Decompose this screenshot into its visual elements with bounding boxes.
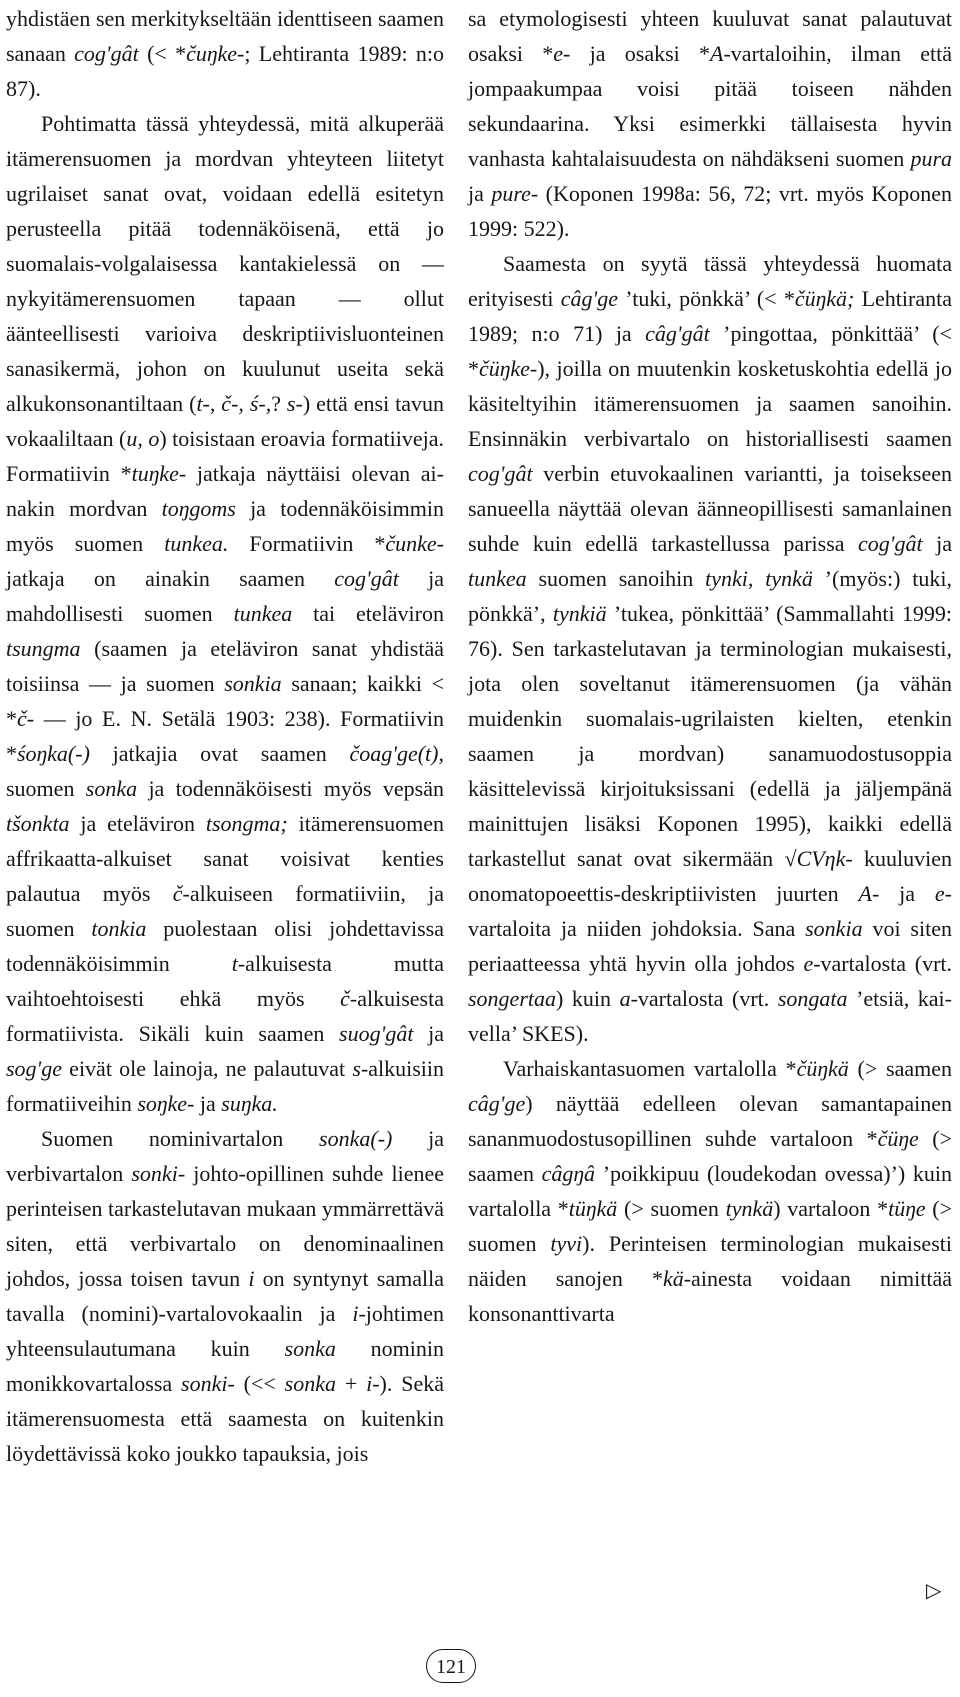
paragraph: Varhaiskantasuomen vartalolla *čüŋkä (> saamen câg'ge) näyttää edelleen olevan samantapainen sananmuodostusopillinen suhde vartaloon *čüŋe (> saamen câgŋâ ’poikkipuu (loudekodan ovessa)’) kuin vartalolla *tüŋkä (> suomen tynkä) vartaloon *tüŋe (> suomen tyvi). Perinteisen terminologian mukaisesti näiden sanojen *kä-ainesta voidaan nimittää konsonanttivarta bbox=[468, 1056, 953, 1326]
right-column bbox=[468, 1, 952, 1331]
paragraph-continued: sa etymologisesti yhteen kuuluvat sanat palautuvat osaksi *e- ja osaksi *A-vartaloihin, ilman että jompaakumpaa voisi pitää toiseen nähden sekundaarina. Yksi esimerkki tällaisesta hyvin vanhasta kahtalaisuudesta on nähdäkseni suomen pura ja pure- (Koponen 1998a: 56, 72; vrt. myös Koponen 1999: 522). bbox=[468, 6, 952, 241]
left-column bbox=[6, 1, 444, 1471]
continuation-arrow-icon: ▷ bbox=[926, 1580, 942, 1602]
paragraph: Saamesta on syytä tässä yhteydessä huomata erityisesti câg'ge ’tuki, pönkkä’ (< *čüŋkä; Lehtiranta 1989; n:o 71) ja câg'gât ’pingottaa, pönkittää’ (< *čüŋke-), joilla on muutenkin kosketuskohtia edellä jo käsiteltyihin itämerensuomen ja saamen sanoihin. Ensinnäkin verbivartalo on historiallisesti saamen cog'gât verbin etuvokaalinen variantti, ja toisekseen sanueella näyttää olevan äänneopillisesti samanlainen suhde kuin edellä tarkastellussa parissa cog'gât ja tunkea suomen sanoihin tynki, tynkä ’(myös:) tuki, pönkkä’, tynkiä ’tukea, pönkittää’ (Sammallahti 1999: 76). Sen tarkastelutavan ja terminologian mukaisesti, jota olen soveltanut itämerensuomen (ja vähän muidenkin suomalais-ugrilaisten kielten, etenkin saamen ja mordvan) sanamuodostusoppia käsittelevissä kirjoituksissani (edellä ja jäljempänä mainittujen lisäksi Koponen 1995), kaikki edellä tarkastellut sanat ovat sikermään √CVηk- kuuluvien onomatopoeettis-deskriptiivisten juurten A- ja e-vartaloita ja niiden johdoksia. Sana sonkia voi siten periaatteessa yhtä hyvin olla johdos e-vartalosta (vrt. songertaa) kuin a-vartalosta (vrt. songata ’etsiä, kaivella’ SKES). bbox=[468, 251, 953, 1046]
paragraph: Pohtimatta tässä yhteydessä, mitä alkuperää itämerensuomen ja mordvan yhteyteen liitetyt ugrilaiset sanat ovat, voidaan edellä esitetyn perusteella pitää todennäköisenä, että jo suomalais-volgalaisessa kantakielessä on — nykyitämerensuomen tapaan — ollut äänteellisesti varioiva deskriptiivisluonteinen sanasikermä, johon on kuulunut useita sekä alkukonsonantiltaan (t-, č-, ś-,? s-) että ensi tavun vokaaliltaan (u, o) toisistaan eroavia formatiiveja. Formatiivin *tuŋke- jatkaja näyttäisi olevan ainakin mordvan toŋgoms ja todennäköisimmin myös suomen tunkea. Formatiivin *čunke- jatkaja on ainakin saamen cog'gât ja mahdollisesti suomen tunkea tai eteläviron tsungma (saamen ja eteläviron sanat yhdistää toisiinsa — ja suomen sonkia sanaan; kaikki < *č- — jo E. N. Setälä 1903: 238). Formatiivin *śoŋka(-) jatkajia ovat saamen čoag'ge(t), suomen sonka ja todennäköisesti myös vepsän tšonkta ja eteläviron tsongma; itämerensuomen affrikaatta-alkuiset sanat voisivat kenties palautua myös č-alkuiseen formatiiviin, ja suomen tonkia puolestaan olisi johdettavissa todennäköisimmin t-alkuisesta mutta vaihtoehtoisesti ehkä myös č-alkuisesta formatiivista. Sikäli kuin saamen suog'gât ja sog'ge eivät ole lainoja, ne palautuvat s-alkuisiin formatiiveihin soŋke- ja suŋka. bbox=[6, 111, 445, 1116]
paragraph-continued: yhdistäen sen merkitykseltään identtiseen saamen sanaan cog'gât (< *čuŋke-; Lehtiranta 1989: n:o 87). bbox=[6, 6, 445, 101]
page-number: 121 bbox=[426, 1649, 476, 1683]
paragraph: Suomen nominivartalon sonka(-) ja verbivartalon sonki- johto-opillinen suhde lienee perinteisen tarkastelutavan mukaan ymmärrettävä siten, että verbivartalo on denominaalinen johdos, jossa toisen tavun i on syntynyt samalla tavalla (nomini)-vartalovokaalin ja i-johtimen yhteensulautumana kuin sonka nominin monikkovartalossa sonki- (<< sonka + i-). Sekä itämerensuomesta että saamesta on kuitenkin löydettävissä koko joukko tapauksia, jois bbox=[6, 1126, 444, 1466]
